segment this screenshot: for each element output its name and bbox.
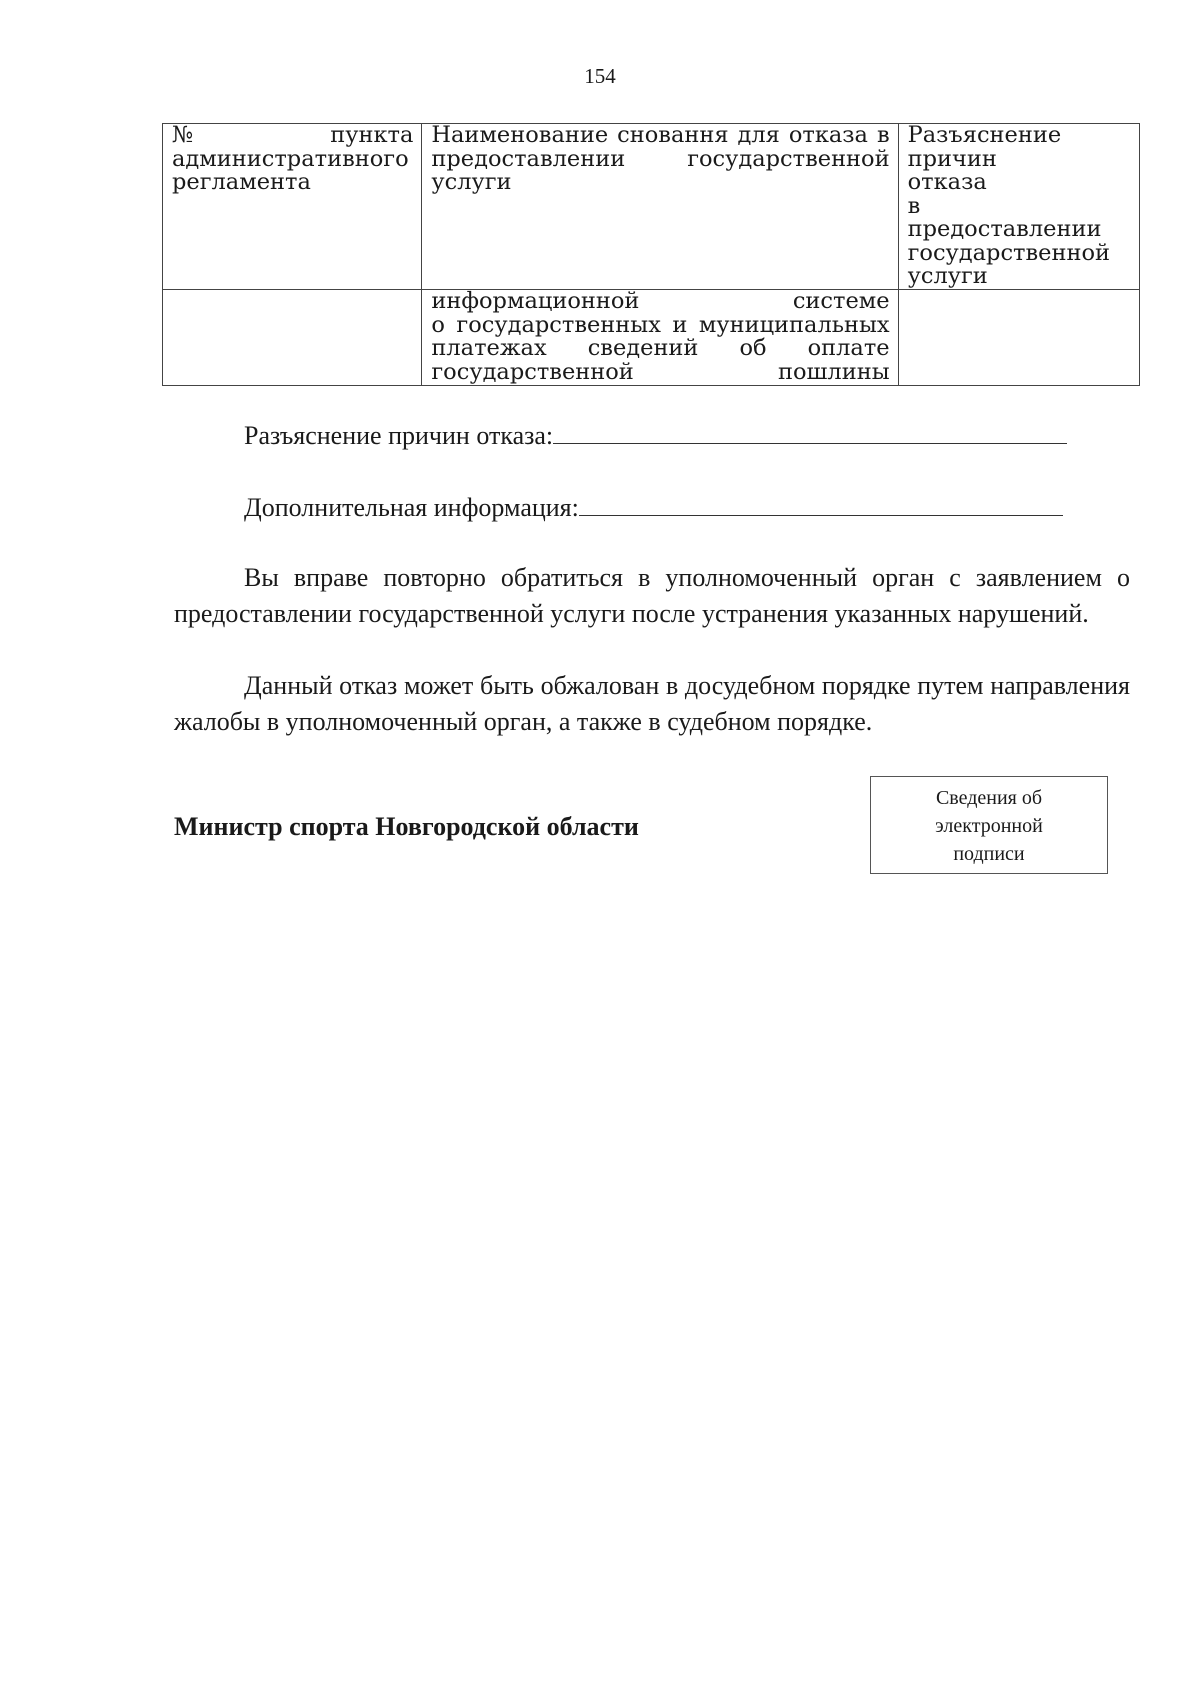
electronic-signature-box — [870, 776, 1108, 874]
header-col3-line3: отказа — [907, 169, 987, 195]
header-col1-number-sign: № — [172, 122, 194, 148]
header-col2-line3: услуги — [431, 169, 512, 195]
paragraph-reapply — [174, 560, 1130, 632]
signature-box-line1: Сведения об — [935, 787, 1043, 809]
additional-info-blank-line[interactable] — [579, 491, 1063, 516]
row-col2-cell — [422, 290, 898, 386]
row-col2-line2: о государственных и муниципальных — [431, 311, 890, 338]
header-col2-line1: Наименование сновання для отказа в — [431, 122, 890, 148]
row-col2-line4: государственной пошлины — [431, 358, 890, 385]
header-col3-line4: в — [907, 192, 921, 219]
page-number: 154 — [584, 64, 616, 88]
header-col3-line1: Разъяснение — [907, 122, 1062, 148]
row-col2-word-information: информационной — [431, 288, 640, 314]
header-col1-line2: административного — [172, 145, 409, 172]
table-header-row — [163, 124, 1140, 290]
table-row — [163, 290, 1140, 386]
row-col3-cell — [898, 290, 1139, 386]
row-col1-cell — [163, 290, 422, 386]
signature-box-line2: электронной — [935, 815, 1043, 837]
header-col2-word-provision: предоставлении — [431, 145, 626, 172]
header-col3-line7: услуги — [907, 263, 988, 289]
row-col2-word-information2: сведений — [587, 335, 699, 361]
refusal-grounds-table — [162, 123, 1140, 386]
header-col3-line2: причин — [907, 145, 997, 172]
row-col2-word-system: системе — [792, 288, 890, 314]
row-col2-word-payments: платежах — [431, 335, 547, 361]
refusal-reason-field — [244, 418, 1067, 454]
paragraph-appeal-text: Данный отказ может быть обжалован в досудебном порядке путем направления жалобы в уполномоченный орган, а также в судебном порядке. — [174, 671, 1130, 736]
header-regulation-clause — [163, 124, 422, 290]
signature-box-line3: подписи — [953, 843, 1025, 865]
header-col1-line3: регламента — [172, 169, 311, 195]
header-col1-word-clause: пункта — [330, 122, 414, 148]
refusal-reason-blank-line[interactable] — [553, 419, 1067, 444]
paragraph-appeal — [174, 668, 1130, 740]
additional-info-label: Дополнительная информация: — [244, 493, 579, 522]
row-col2-word-about: об — [739, 335, 767, 361]
header-col3-line6: государственной — [907, 239, 1111, 266]
refusal-reason-label: Разъяснение причин отказа: — [244, 421, 554, 450]
header-col3-line5: предоставлении — [907, 216, 1102, 242]
header-refusal-explanation — [898, 124, 1139, 290]
row-col2-word-payment: оплате — [807, 335, 890, 361]
minister-title: Министр спорта Новгородской области — [174, 812, 639, 841]
additional-info-field — [244, 490, 1063, 526]
header-refusal-ground-name — [422, 124, 898, 290]
header-col2-word-state: государственной — [687, 145, 890, 172]
paragraph-reapply-text: Вы вправе повторно обратиться в уполномоченный орган с заявлением о предоставлении государственной услуги после устранения указанных нарушений. — [174, 563, 1130, 628]
